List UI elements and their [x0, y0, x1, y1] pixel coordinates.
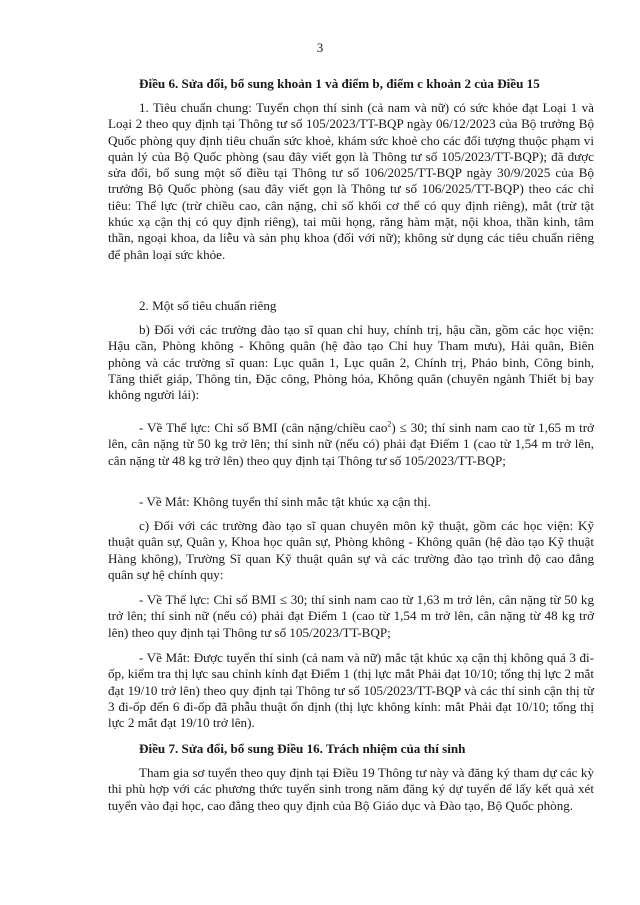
point-b-physical-text-start: - Về Thể lực: Chỉ số BMI (cân nặng/chiều cao	[139, 420, 388, 435]
squared-superscript: 2	[387, 419, 392, 429]
point-b-eyes-paragraph: - Về Mắt: Không tuyển thí sinh mắc tật khúc xạ cận thị.	[139, 494, 431, 509]
point-c-paragraph: c) Đối với các trường đào tạo sĩ quan chuyên môn kỹ thuật, gồm các học viện: Kỹ thuật quân sự, Quân y, Khoa học quân sự, Phòng không - Không quân (hệ đào tạo Kỹ thuật Hàng không), Trường Sĩ quan Kỹ thuật quân sự và các trường đào tạo trình độ cao đẳng quân sự hệ chính quy:	[108, 518, 594, 582]
page-number: 3	[316, 40, 324, 55]
specific-standards-heading: 2. Một số tiêu chuẩn riêng	[139, 298, 277, 313]
point-b-paragraph: b) Đối với các trường đào tạo sĩ quan chỉ huy, chính trị, hậu cần, gồm các học viện: Hậu cần, Phòng không - Không quân (hệ đào tạo Chỉ huy Tham mưu), Hải quân, Biên phòng và các trường sĩ quan: Lục quân 1, Lục quân 2, Chính trị, Pháo binh, Công binh, Tăng thiết giáp, Thông tin, Đặc công, Phòng hóa, Không quân (chuyên ngành Thiết bị bay không người lái):	[108, 322, 594, 403]
point-b-physical-paragraph	[108, 420, 594, 469]
point-c-physical-paragraph: - Về Thể lực: Chỉ số BMI ≤ 30; thí sinh nam cao từ 1,63 m trở lên, cân nặng từ 50 kg trở lên; thí sinh nữ (nếu có) phải đạt Điểm 1 (cao từ 1,54 m trở lên, cân nặng từ 48 kg trở lên) theo quy định tại Thông tư số 105/2023/TT-BQP;	[108, 592, 594, 640]
point-c-eyes-paragraph: - Về Mắt: Được tuyển thí sinh (cả nam và nữ) mắc tật khúc xạ cận thị không quá 3 đi-ốp, kiểm tra thị lực sau chỉnh kính đạt Điểm 1 (thị lực mắt Phải đạt 10/10; tổng thị lực 2 mắt đạt 19/10 trở lên) theo quy định tại Thông tư số 105/2023/TT-BQP và các thí sinh cận thị từ 3 đi-ốp đến 6 đi-ốp đã phẫu thuật ổn định (thị lực không kính: mắt Phải đạt 10/10; tổng thị lực 2 mắt đạt 19/10 trở lên).	[108, 650, 594, 731]
general-standard-paragraph: 1. Tiêu chuẩn chung: Tuyển chọn thí sinh (cả nam và nữ) có sức khỏe đạt Loại 1 và Loại 2 theo quy định tại Thông tư số 105/2023/TT-BQP ngày 06/12/2023 của Bộ trưởng Bộ Quốc phòng quy định tiêu chuẩn sức khoẻ, khám sức khoẻ cho các đối tượng thuộc phạm vi quản lý của Bộ Quốc phòng (sau đây viết gọn là Thông tư số 105/2023/TT-BQP); đã được sửa đổi, bổ sung một số điều tại Thông tư số 106/2025/TT-BQP ngày 30/9/2025 của Bộ trưởng Bộ Quốc phòng (sau đây viết gọn là Thông tư số 106/2025/TT-BQP) theo các chỉ tiêu: Thể lực (trừ chiều cao, cân nặng, chỉ số khối cơ thể có quy định riêng), mắt (trừ tật khúc xạ cận thị có quy định riêng), tai mũi họng, răng hàm mặt, nội khoa, thần kinh, tâm thần, ngoại khoa, da liễu và sản phụ khoa (đối với nữ); không sử dụng các tiêu chuẩn riêng để phân loại sức khỏe.	[108, 100, 594, 262]
article-7-body: Tham gia sơ tuyển theo quy định tại Điều 19 Thông tư này và đăng ký tham dự các kỳ thi phù hợp với các phương thức tuyển sinh trong năm đăng ký dự tuyển để lấy kết quả xét tuyển vào đại học, cao đẳng theo quy định của Bộ Giáo dục và Đào tạo, Bộ Quốc phòng.	[108, 765, 594, 813]
article-6-heading: Điều 6. Sửa đổi, bổ sung khoản 1 và điểm b, điểm c khoản 2 của Điều 15	[139, 76, 540, 91]
article-7-heading: Điều 7. Sửa đổi, bổ sung Điều 16. Trách nhiệm của thí sinh	[139, 741, 466, 756]
point-b-physical-text-end: ) ≤ 30; thí sinh nam cao từ 1,65 m trở lên, cân nặng từ 50 kg trở lên; thí sinh nữ (nếu có) phải đạt Điểm 1 (cao từ 1,54 m trở lên, cân nặng từ 48 kg trở lên) theo quy định tại Thông tư số 105/2023/TT-BQP;	[108, 420, 594, 468]
